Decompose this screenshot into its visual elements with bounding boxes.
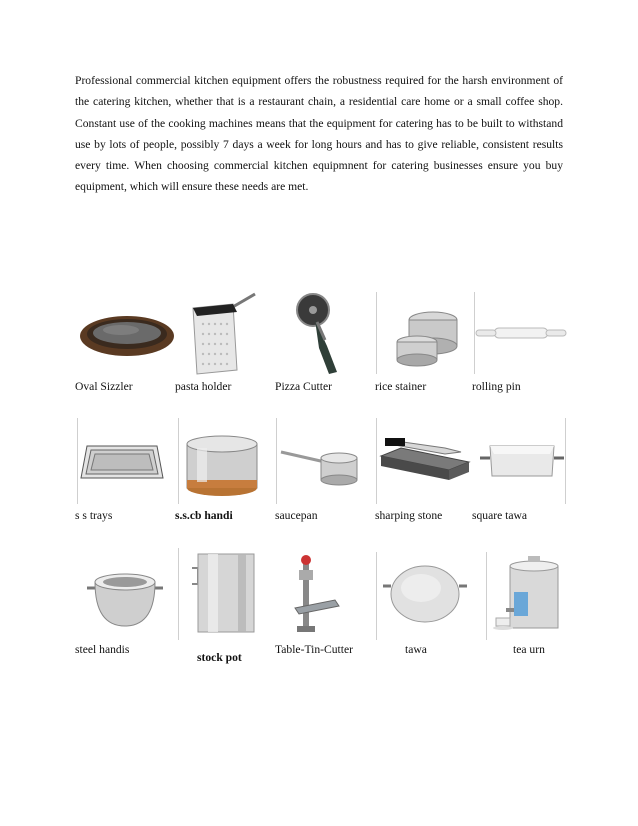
item-label: Oval Sizzler bbox=[75, 380, 133, 393]
ss-handi-icon bbox=[175, 418, 275, 506]
item-label: s.s.cb handi bbox=[175, 509, 233, 522]
item-label: pasta holder bbox=[175, 380, 232, 393]
item-label: saucepan bbox=[275, 509, 318, 522]
steel-handis-icon bbox=[75, 552, 175, 640]
pasta-holder-icon bbox=[175, 290, 275, 378]
rice-strainer-icon bbox=[375, 290, 475, 378]
intro-paragraph: Professional commercial kitchen equipment offers the robustness required for the harsh environment of the catering kitchen, whether that is a restaurant chain, a residential care home or a small coffee shop. Constant use of the cooking machines means that the equipment for catering has to be built to withstand use by lots of people, possibly 7 days a week for long hours and has to give reliable, consistent results every time. When choosing commercial kitchen equipmnent for catering businesses ensure you buy equipment, which will ensure these needs are met. bbox=[75, 74, 563, 194]
tawa-icon bbox=[375, 552, 475, 640]
item-label: tawa bbox=[405, 643, 427, 656]
item-label: s s trays bbox=[75, 509, 113, 522]
item-label: Table-Tin-Cutter bbox=[275, 643, 353, 656]
rolling-pin-icon bbox=[470, 290, 570, 378]
stock-pot-icon bbox=[178, 548, 278, 636]
tea-urn-icon bbox=[476, 552, 576, 640]
sharpening-stone-icon bbox=[375, 418, 475, 506]
item-label: rice stainer bbox=[375, 380, 427, 393]
square-tawa-icon bbox=[472, 418, 572, 506]
item-label: stock pot bbox=[197, 651, 242, 664]
item-label: steel handis bbox=[75, 643, 130, 656]
table-tin-cutter-icon bbox=[275, 548, 375, 636]
item-label: tea urn bbox=[513, 643, 545, 656]
item-label: Pizza Cutter bbox=[275, 380, 332, 393]
ss-trays-icon bbox=[75, 418, 175, 506]
oval-sizzler-icon bbox=[75, 290, 175, 378]
item-label: square tawa bbox=[472, 509, 528, 522]
saucepan-icon bbox=[275, 418, 375, 506]
item-label: rolling pin bbox=[472, 380, 521, 393]
item-label: sharping stone bbox=[375, 509, 443, 522]
pizza-cutter-icon bbox=[275, 290, 375, 378]
